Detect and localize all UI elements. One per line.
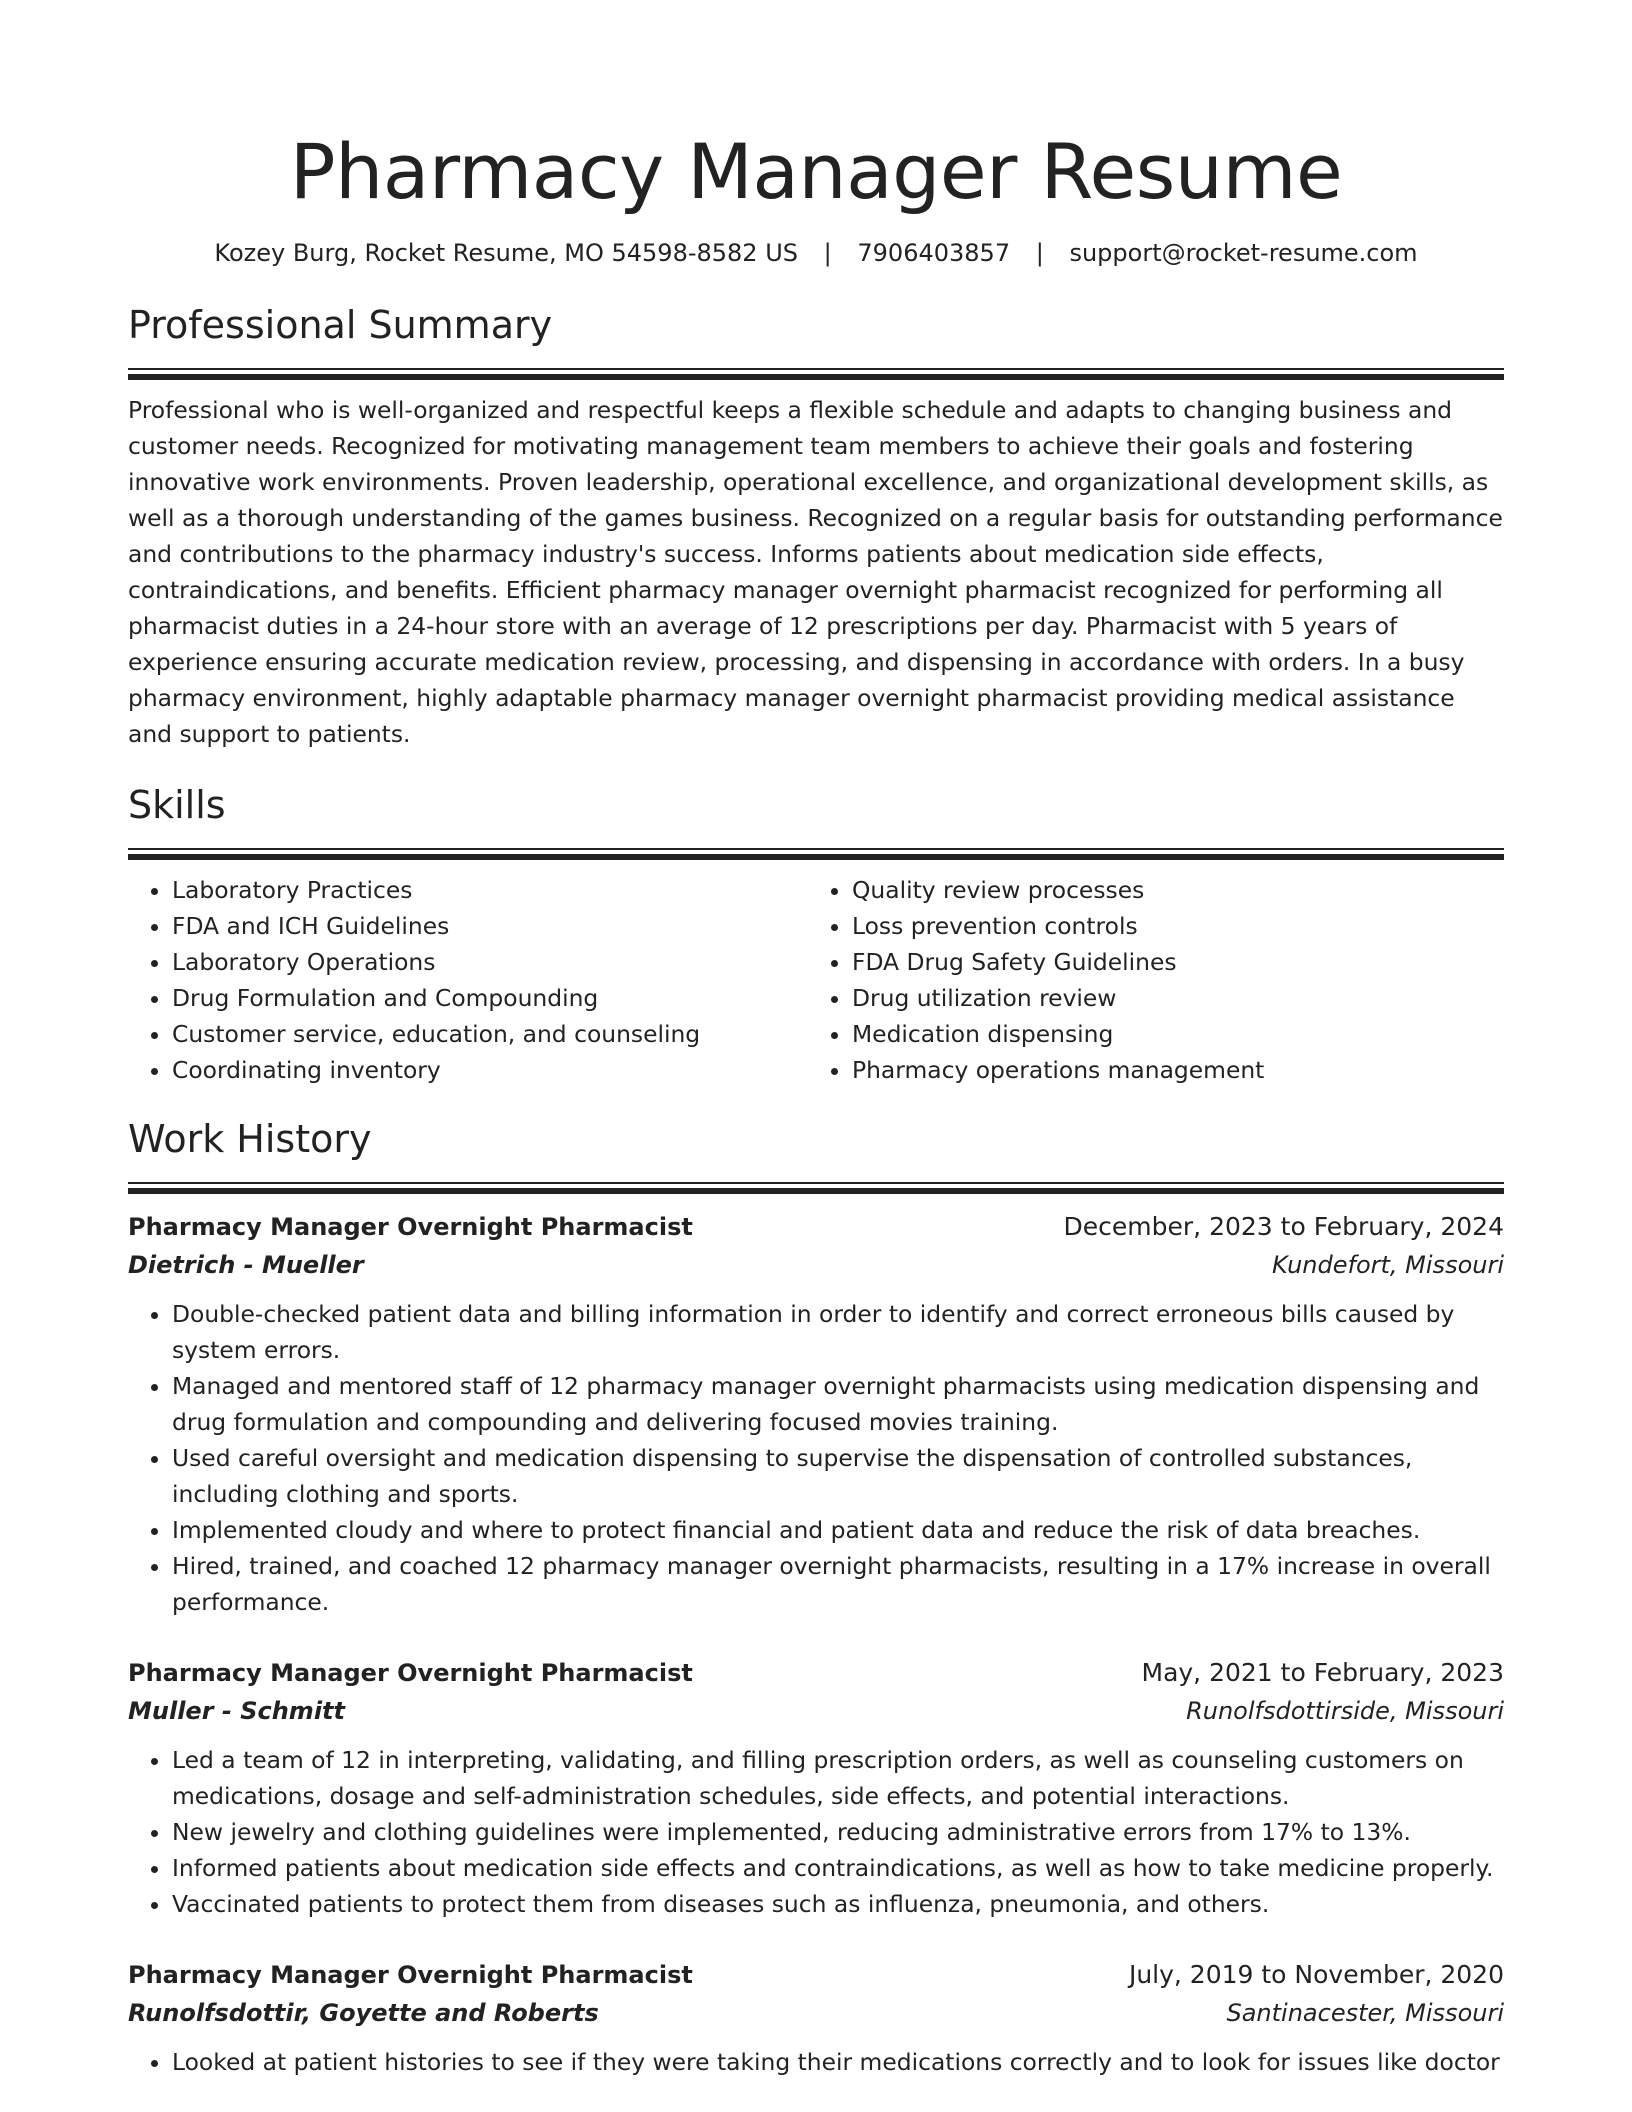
job-bullet: • Informed patients about medication side effects and contraindications, as well as how to take medicine properly. xyxy=(172,1850,1504,1886)
skill-item: • Medication dispensing xyxy=(852,1016,1504,1052)
skill-item: • Drug Formulation and Compounding xyxy=(172,980,808,1016)
job-dates: December, 2023 to February, 2024 xyxy=(1063,1212,1504,1241)
section-divider xyxy=(128,1182,1504,1194)
skill-item: • Drug utilization review xyxy=(852,980,1504,1016)
job-title: Pharmacy Manager Overnight Pharmacist xyxy=(128,1213,693,1241)
skills-section xyxy=(128,780,1504,1088)
job-bullet: • New jewelry and clothing guidelines were implemented, reducing administrative errors from 17% to 13%. xyxy=(172,1814,1504,1850)
professional-summary-section xyxy=(128,300,1504,752)
contact-line xyxy=(128,236,1504,270)
section-title-summary: Professional Summary xyxy=(128,303,553,347)
job-header-row xyxy=(128,1956,1504,1994)
job-company-row xyxy=(128,1692,1504,1730)
job-header-row xyxy=(128,1654,1504,1692)
contact-address: Kozey Burg, Rocket Resume, MO 54598-8582 US xyxy=(214,239,799,267)
job-title: Pharmacy Manager Overnight Pharmacist xyxy=(128,1659,693,1687)
resume-title: Pharmacy Manager Resume xyxy=(289,127,1343,216)
section-divider xyxy=(128,368,1504,380)
section-divider xyxy=(128,848,1504,860)
job-bullets xyxy=(128,2044,1504,2080)
job-location: Kundefort, Missouri xyxy=(1272,1251,1504,1279)
skill-item: • Laboratory Practices xyxy=(172,872,808,908)
contact-separator: | xyxy=(823,239,832,267)
job-bullets xyxy=(128,1742,1504,1922)
skill-item: • Customer service, education, and counseling xyxy=(172,1016,808,1052)
job-location: Runolfsdottirside, Missouri xyxy=(1186,1697,1504,1725)
skills-list-right xyxy=(808,872,1504,1088)
skills-columns xyxy=(128,872,1504,1088)
job-bullet: • Double-checked patient data and billing information in order to identify and correct erroneous bills caused by system errors. xyxy=(172,1296,1504,1368)
job-title: Pharmacy Manager Overnight Pharmacist xyxy=(128,1961,693,1989)
job-bullet: • Led a team of 12 in interpreting, validating, and filling prescription orders, as well as counseling customers on medications, dosage and self-administration schedules, side effects, and potential interactions. xyxy=(172,1742,1504,1814)
contact-phone: 7906403857 xyxy=(857,239,1011,267)
job-dates: May, 2021 to February, 2023 xyxy=(1141,1658,1504,1687)
contact-separator: | xyxy=(1035,239,1044,267)
job-bullets xyxy=(128,1296,1504,1620)
skill-item: • FDA Drug Safety Guidelines xyxy=(852,944,1504,980)
job-entry xyxy=(128,1956,1504,2080)
contact-email: support@rocket-resume.com xyxy=(1069,239,1418,267)
skill-item: • Laboratory Operations xyxy=(172,944,808,980)
job-company: Runolfsdottir, Goyette and Roberts xyxy=(128,1999,599,2027)
section-title-work-history: Work History xyxy=(128,1117,372,1161)
job-bullet: • Managed and mentored staff of 12 pharmacy manager overnight pharmacists using medication dispensing and drug formulation and compounding and delivering focused movies training. xyxy=(172,1368,1504,1440)
job-location: Santinacester, Missouri xyxy=(1226,1999,1504,2027)
job-bullet: • Used careful oversight and medication dispensing to supervise the dispensation of controlled substances, including clothing and sports. xyxy=(172,1440,1504,1512)
job-company: Muller - Schmitt xyxy=(128,1697,345,1725)
job-dates: July, 2019 to November, 2020 xyxy=(1128,1960,1504,1989)
job-bullet: • Looked at patient histories to see if they were taking their medications correctly and to look for issues like doctor xyxy=(172,2044,1504,2080)
resume-page xyxy=(128,0,1504,2080)
skill-item: • FDA and ICH Guidelines xyxy=(172,908,808,944)
skill-item: • Pharmacy operations management xyxy=(852,1052,1504,1088)
job-entry xyxy=(128,1654,1504,1922)
job-company-row xyxy=(128,1246,1504,1284)
job-bullet: • Vaccinated patients to protect them from diseases such as influenza, pneumonia, and others. xyxy=(172,1886,1504,1922)
skill-item: • Coordinating inventory xyxy=(172,1052,808,1088)
job-bullet: • Hired, trained, and coached 12 pharmacy manager overnight pharmacists, resulting in a 17% increase in overall performance. xyxy=(172,1548,1504,1620)
skills-list-left xyxy=(128,872,808,1088)
section-title-skills: Skills xyxy=(128,783,226,827)
skill-item: • Quality review processes xyxy=(852,872,1504,908)
job-bullet: • Implemented cloudy and where to protect financial and patient data and reduce the risk of data breaches. xyxy=(172,1512,1504,1548)
job-company-row xyxy=(128,1994,1504,2032)
job-entry xyxy=(128,1208,1504,1620)
skill-item: • Loss prevention controls xyxy=(852,908,1504,944)
work-history-section xyxy=(128,1114,1504,2080)
summary-text: Professional who is well-organized and respectful keeps a flexible schedule and adapts to changing business and customer needs. Recognized for motivating management team members to achieve their goals and fostering innovative work environments. Proven leadership, operational excellence, and organizational development skills, as well as a thorough understanding of the games business. Recognized on a regular basis for outstanding performance and contributions to the pharmacy industry's success. Informs patients about medication side effects, contraindications, and benefits. Efficient pharmacy manager overnight pharmacist recognized for performing all pharmacist duties in a 24-hour store with an average of 12 prescriptions per day. Pharmacist with 5 years of experience ensuring accurate medication review, processing, and dispensing in accordance with orders. In a busy pharmacy environment, highly adaptable pharmacy manager overnight pharmacist providing medical assistance and support to patients. xyxy=(128,396,1503,748)
job-header-row xyxy=(128,1208,1504,1246)
job-company: Dietrich - Mueller xyxy=(128,1251,364,1279)
